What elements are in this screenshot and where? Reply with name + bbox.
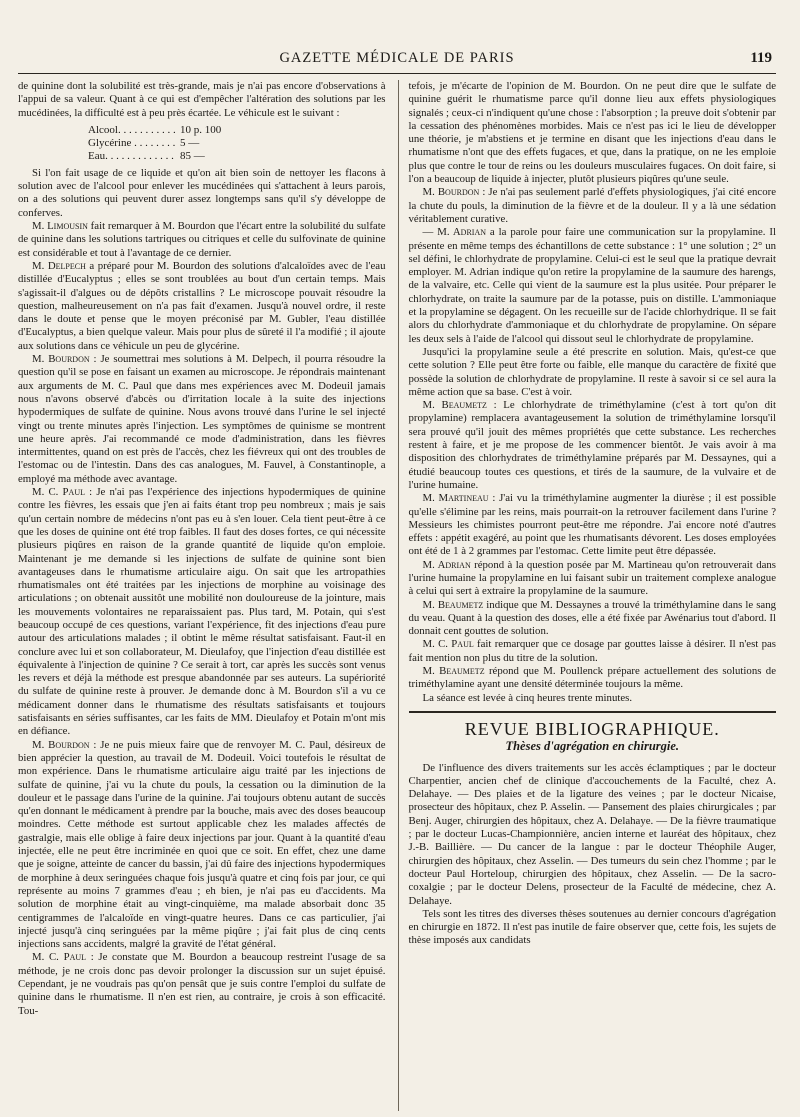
speaker-name: M. Bourdon (32, 738, 90, 751)
right-column (398, 80, 777, 1111)
speaker-name: M. Bourdon (422, 186, 480, 199)
formula-row (88, 137, 386, 150)
speech-text: a la parole pour faire une communication sur la propylamine. Il présente en même temps des échantillons de cette substance : 1° une solution ; 2° un sel défini, le chlorhydrate de propylamine. Celui-ci est le seul que la pratique devrait employer. M. Adrian indique qu'on retire la propylamine de la saumure des harengs, de la valvaire, etc. Celle qui vient de la saumure est la plus usitée. Pour préparer le chlorhydrate, on traite la saumure par de la potasse, puis on distille. L'ammoniaque et la propylamine se dégagent. On les recueille sur de l'acide chlorhydrique. Il se fait alors du chlorhydrate d'ammoniaque et du chlorhydrate de propylamine. On sépare les deux sels à l'aide de l'alcool qui dissout seul le chlorhydrate de propylamine. (408, 226, 776, 345)
speaker-name: M. Bourdon (32, 353, 90, 366)
speech-text: répond que M. Poullenck prépare actuellement des solutions de triméthylamine ayant une densité déterminée toujours la même. (408, 665, 776, 691)
speech-text: indique que M. Dessaynes a trouvé la triméthylamine dans le sang du veau. Quant à la question des doses, elle a été fixée par Awénarius tout d'abord. Il donnait cent gouttes de solution. (408, 598, 776, 638)
paragraph (409, 665, 777, 692)
speaker-name: M. Limousin (32, 220, 88, 233)
journal-title: GAZETTE MÉDICALE DE PARIS (279, 50, 515, 66)
paragraph (409, 186, 777, 226)
paragraph (409, 492, 777, 558)
left-column (18, 80, 386, 1111)
paragraph (18, 260, 386, 353)
paragraph (18, 739, 386, 952)
speech-text: : Je soumettrai mes solutions à M. Delpech, il pourra résoudre la question qu'il se pose en faisant un examen au microscope. Je répondrais maintenant aux arguments de M. C. Paul que dans mes expériences avec M. Dodeuil jamais nous n'avons observé d'abcès ou d'irritation locale à la suite des injections hypodermiques de sulfate de quinine. Nous avons trouvé dans l'urine le sel injecté vingt ou trente minutes après l'injection. Les symptômes de quinisme se montrent une heure après. J'ai recommandé ce mode d'administration, dans les fièvres intermittentes, quand on est près de l'accès, chez les fiévreux qui ont des troubles de l'estomac ou de l'intestin. Dans des cas analogues, M. Fauvel, à Constantinople, a employé ma méthode avec avantage. (18, 353, 386, 485)
paragraph: tefois, je m'écarte de l'opinion de M. Bourdon. On ne peut dire que le sulfate de quinine guérit le rhumatisme parce qu'il donne lieu aux effets physiologiques signalés ; ceux-ci n'indiquent qu'une chose : l'absorption ; la preuve doit s'obtenir par la cessation des phénomènes morbides. Mais ce n'est pas ici le lieu de développer une théorie, je m'abstiens et je termine en disant que les injections d'eau dans le rhumatisme n'ont que des effets fugaces, et que, dans la pratique, on ne les emploie plus que contre le tour de reins ou les douleurs musculaires fugaces. On doit faire, si l'on a beaucoup de liquide à injecter, plutôt plusieurs piqûres qu'une seule. (408, 80, 776, 186)
page-header (18, 50, 776, 72)
speech-text: : Je ne puis mieux faire que de renvoyer M. C. Paul, désireux de bien apprécier la question, au travail de M. Dodeuil. Voici toutefois le résultat de mon expérience. Dans le rhumatisme articulaire aigu traité par les injections de sulfate de quinine, j'ai vu la chute du pouls, la cessation ou la diminution de la douleur et le passage dans l'urine de la quinine. J'ai toujours obtenu autant de succès qu'en donnant le médicament à prendre par la bouche, mais avec des doses beaucoup moindres. Cette méthode est surtout applicable chez les malades affectés de gastralgie, mais elle oblige à faire deux injections par jour. Quant à la quantité d'eau injectée, elle ne peut être incriminée en quoi que ce soit. En effet, chez une dame que je soigne, atteinte de cancer du bassin, j'ai dû faire des injections hypodermiques de morphine à deux seringuées chaque fois jusqu'à quatre et cinq fois par jour, ce qui représente au moins 7 grammes d'eau ; eh bien, je n'ai pas eu d'accidents. Ma solution de morphine était au vingt-cinquième, ma malade absorbait donc 35 centigrammes de l'alcaloïde en vingt-quatre heures. Dans ce cas particulier, j'ai injecté jusqu'à cinq seringuées par la même piqûre ; j'ai fait plus de cinq cents injections sans accidents, malgré la gravité de l'état général. (18, 738, 386, 951)
speech-text: : Je n'ai pas l'expérience des injections hypodermiques de quinine contre les fièvres, les essais que j'en ai faits étant trop peu nombreux ; mais je sais qu'un certain nombre de médecins n'ont pas eu à s'en louer. Cela tient peut-être à ce que les doses de quinine ont été trop faibles. Il faut des doses fortes, ce qui nécessite plusieurs piqûres en raison de la grande quantité de liquide qu'on emploie. Maintenant je me demande si les injections de sulfate de quinine sont bien avantageuses dans le rhumatisme articulaire aigu. On sait que les artropathies rhumatismales ont été traitées par les injections de morphine au voisinage des articulations ; on obtenait aussitôt une mobilité non douloureuse de la jointure, mais les mouvements volontaires ne reparaissaient pas. Plus tard, M. Potain, qui s'est beaucoup occupé de ces questions, variant l'expérience, fit des injections d'eau pure autour des articulations malades ; il obtint le même résultat satisfaisant. Faut-il en conclure avec lui et son collaborateur, M. Dieulafoy, que l'injection d'eau distillée est équivalente à l'injection de quinine ? Ce serait à tort, car après les succès sont venus les revers et déjà la méthode est presque abandonnée par ses auteurs. La supériorité du sulfate de quinine reste à prouver. Je demande donc à M. Bourdon s'il a vu ce médicament donner dans le rhumatisme des résultats satisfaisants et toujours satisfaisants en séries suffisantes, car les faits de MM. Dieulafoy et Potain m'ont mis en défiance. (18, 486, 386, 738)
paragraph: de quinine dont la solubilité est très-grande, mais je n'ai pas encore d'observations à l'appui de sa valeur. Quant à ce qui est d'empêcher l'altération des solutions par les mucédinées, la difficulté est à peu près écartée. Le véhicule est le suivant : (18, 80, 386, 119)
formula-value: 5 — (180, 136, 200, 149)
speaker-name: M. C. Paul (32, 951, 87, 964)
speech-text: : Je n'ai pas seulement parlé d'effets physiologiques, j'ai cité encore la chute du pouls, la diminution de la fièvre et de la douleur. Il y a là une sédation véritablement curative. (408, 186, 776, 225)
vehicle-formula (88, 124, 386, 163)
paragraph (409, 226, 777, 346)
paragraph (18, 220, 386, 260)
paragraph: Jusqu'ici la propylamine seule a été prescrite en solution. Mais, qu'est-ce que cette solution ? Elle peut être forte ou faible, elle manque du caractère de fixité que possède la solution de chlorhydrate de propylamine. Il reste à savoir si ce sel aura la même action que sa base. C'est à voir. (408, 345, 776, 398)
speech-text: : J'ai vu la triméthylamine augmenter la diurèse ; il est possible qu'elle s'élimine par les reins, mais pourrait-on la retrouver facilement dans l'urine ? Messieurs les chimistes pourront peut-être me répondre. J'ai encore noté d'autres effets : appétit exagéré, au point que les rhumatisants dévorent. Les doses employées ont été de 1 à 2 grammes par l'estomac. Cette limite peut être dépassée. (408, 492, 776, 558)
paragraph (409, 599, 777, 639)
page-number: 119 (750, 50, 772, 66)
formula-value: 85 — (180, 149, 205, 162)
speaker-name: M. Beaumetz (422, 598, 484, 611)
speaker-name: M. Beaumetz (422, 399, 487, 412)
speaker-name: M. C. Paul (422, 638, 474, 651)
speech-text: fait remarquer que ce dosage par gouttes laisse à désirer. Il n'est pas fait mention non plus du titre de la solution. (408, 638, 776, 664)
formula-label: Alcool. . . . . . . . . . . (88, 123, 176, 136)
speech-text: a préparé pour M. Bourdon des solutions d'alcaloïdes avec de l'eau distillée d'Eucalyptus ; elles se sont troublées au bout d'un certain temps. Mais s'agissait-il d'algues ou de dépôts cristallins ? Le microscope pouvait résoudre la question, malheureusement on n'a pas fait d'examen. Jusqu'à nouvel ordre, il reste dans le doute et pense que le moyen préconisé par M. Gubler, l'eau distillée d'Eucalyptus, a bien quelque valeur. Mais pour plus de sûreté il l'a modifié ; il ajoute aux solutions dans ce véhicule un peu de glycérine. (18, 259, 386, 352)
formula-row (88, 124, 386, 137)
formula-value: 10 p. 100 (180, 123, 222, 136)
speech-text: fait remarquer à M. Bourdon que l'écart entre la solubilité du sulfate de quinine dans les solutions tartriques ou citriques et celle du sulfovinate de quinine est considérable et tout à l'avantage de ce dernier. (18, 220, 386, 259)
formula-label: Eau. . . . . . . . . . . . . (88, 149, 174, 162)
revue-bibliographique-section (409, 711, 777, 948)
paragraph (409, 638, 777, 665)
speech-text: répond à la question posée par M. Martineau qu'on retrouverait dans l'urine humaine la propylamine en lui faisant subir un traitement complexe analogue à celui qui sert à extraire la propylamine de la saumure. (408, 558, 776, 598)
speaker-name: M. Martineau (422, 492, 489, 505)
speaker-name: M. Delpech (32, 259, 86, 272)
paragraph: Si l'on fait usage de ce liquide et qu'on ait bien soin de nettoyer les flacons à solution avec de l'alcool pour enlever les mucédinées qui s'attachent à leurs parois, on a des solutions qui peuvent durer assez longtemps sans qu'il s'y développe de conferves. (18, 166, 386, 219)
formula-label: Glycérine . . . . . . . . (88, 136, 176, 149)
paragraph (409, 559, 777, 599)
header-rule (18, 73, 776, 74)
speaker-name: — M. Adrian (422, 226, 486, 239)
section-subtitle: Thèses d'agrégation en chirurgie. (505, 739, 680, 754)
formula-row (88, 150, 386, 163)
speaker-name: M. Adrian (422, 558, 471, 571)
speaker-name: M. Beaumetz (422, 665, 485, 678)
paragraph (409, 399, 777, 492)
paragraph: De l'influence des divers traitements sur les accès éclamptiques ; par le docteur Charpentier, ancien chef de clinique d'accouchements de la Faculté, chez A. Delahaye. — Des plaies et de la ligature des veines ; par le docteur Nicaise, prosecteur des hôpitaux, chez P. Asselin. — Pansement des plaies chirurgicales ; par Benj. Auger, chirurgien des hôpitaux, chez A. Delahaye. — De la fièvre traumatique ; par le docteur Lucas-Championnière, ancien interne et lauréat des hôpitaux, chez J.-B. Baillière. — Du cancer de la langue : par le docteur Théophile Auger, chirurgien des hôpitaux, chez Asselin. — Des tumeurs du sein chez l'homme ; par le docteur Paul Horteloup, chirurgien des hôpitaux, chez Asselin. — De la sacro-coxalgie ; par le docteur Delens, prosecteur de la Faculté de médecine, chez A. Delahaye. (408, 761, 776, 907)
speaker-name: M. C. Paul (32, 486, 85, 499)
paragraph (18, 951, 386, 1017)
session-closing: La séance est levée à cinq heures trente minutes. (422, 691, 633, 704)
paragraph (18, 353, 386, 486)
section-title: REVUE BIBLIOGRAPHIQUE. (464, 718, 720, 739)
article-columns (18, 80, 776, 1111)
speech-text: : Le chlorhydrate de triméthylamine (c'est à tort qu'on dit propylamine) remplacera avantageusement la solution de triméthylamine lorsqu'il sera prouvé qu'il jouit des mêmes propriétés que cette substance. Les recherches restent à faire, et je me propose de les commencer bientôt. Je vais avoir à ma disposition des chlorhydrates de triméthylamine préparés par M. Dessaynes, qui a étudié beaucoup toutes ces questions, et tirés de la saumure, de la vulvaire et de l'urine humaine. (408, 399, 776, 491)
paragraph (18, 486, 386, 739)
paragraph: Tels sont les titres des diverses thèses soutenues au dernier concours d'agrégation en chirurgie en 1872. Il n'est pas inutile de faire observer que, cette fois, les sujets de thèse imposés aux candidats (408, 907, 776, 947)
speech-text: : Je constate que M. Bourdon a beaucoup restreint l'usage de sa méthode, je ne crois donc pas devoir prolonger la discussion sur un sujet épuisé. Cependant, je ne voudrais pas qu'on pensât que je suis contre l'emploi du sulfate de quinine dans le rhumatisme. Il n'en est rien, au contraire, je crois à son efficacité. Tou- (18, 951, 386, 1017)
